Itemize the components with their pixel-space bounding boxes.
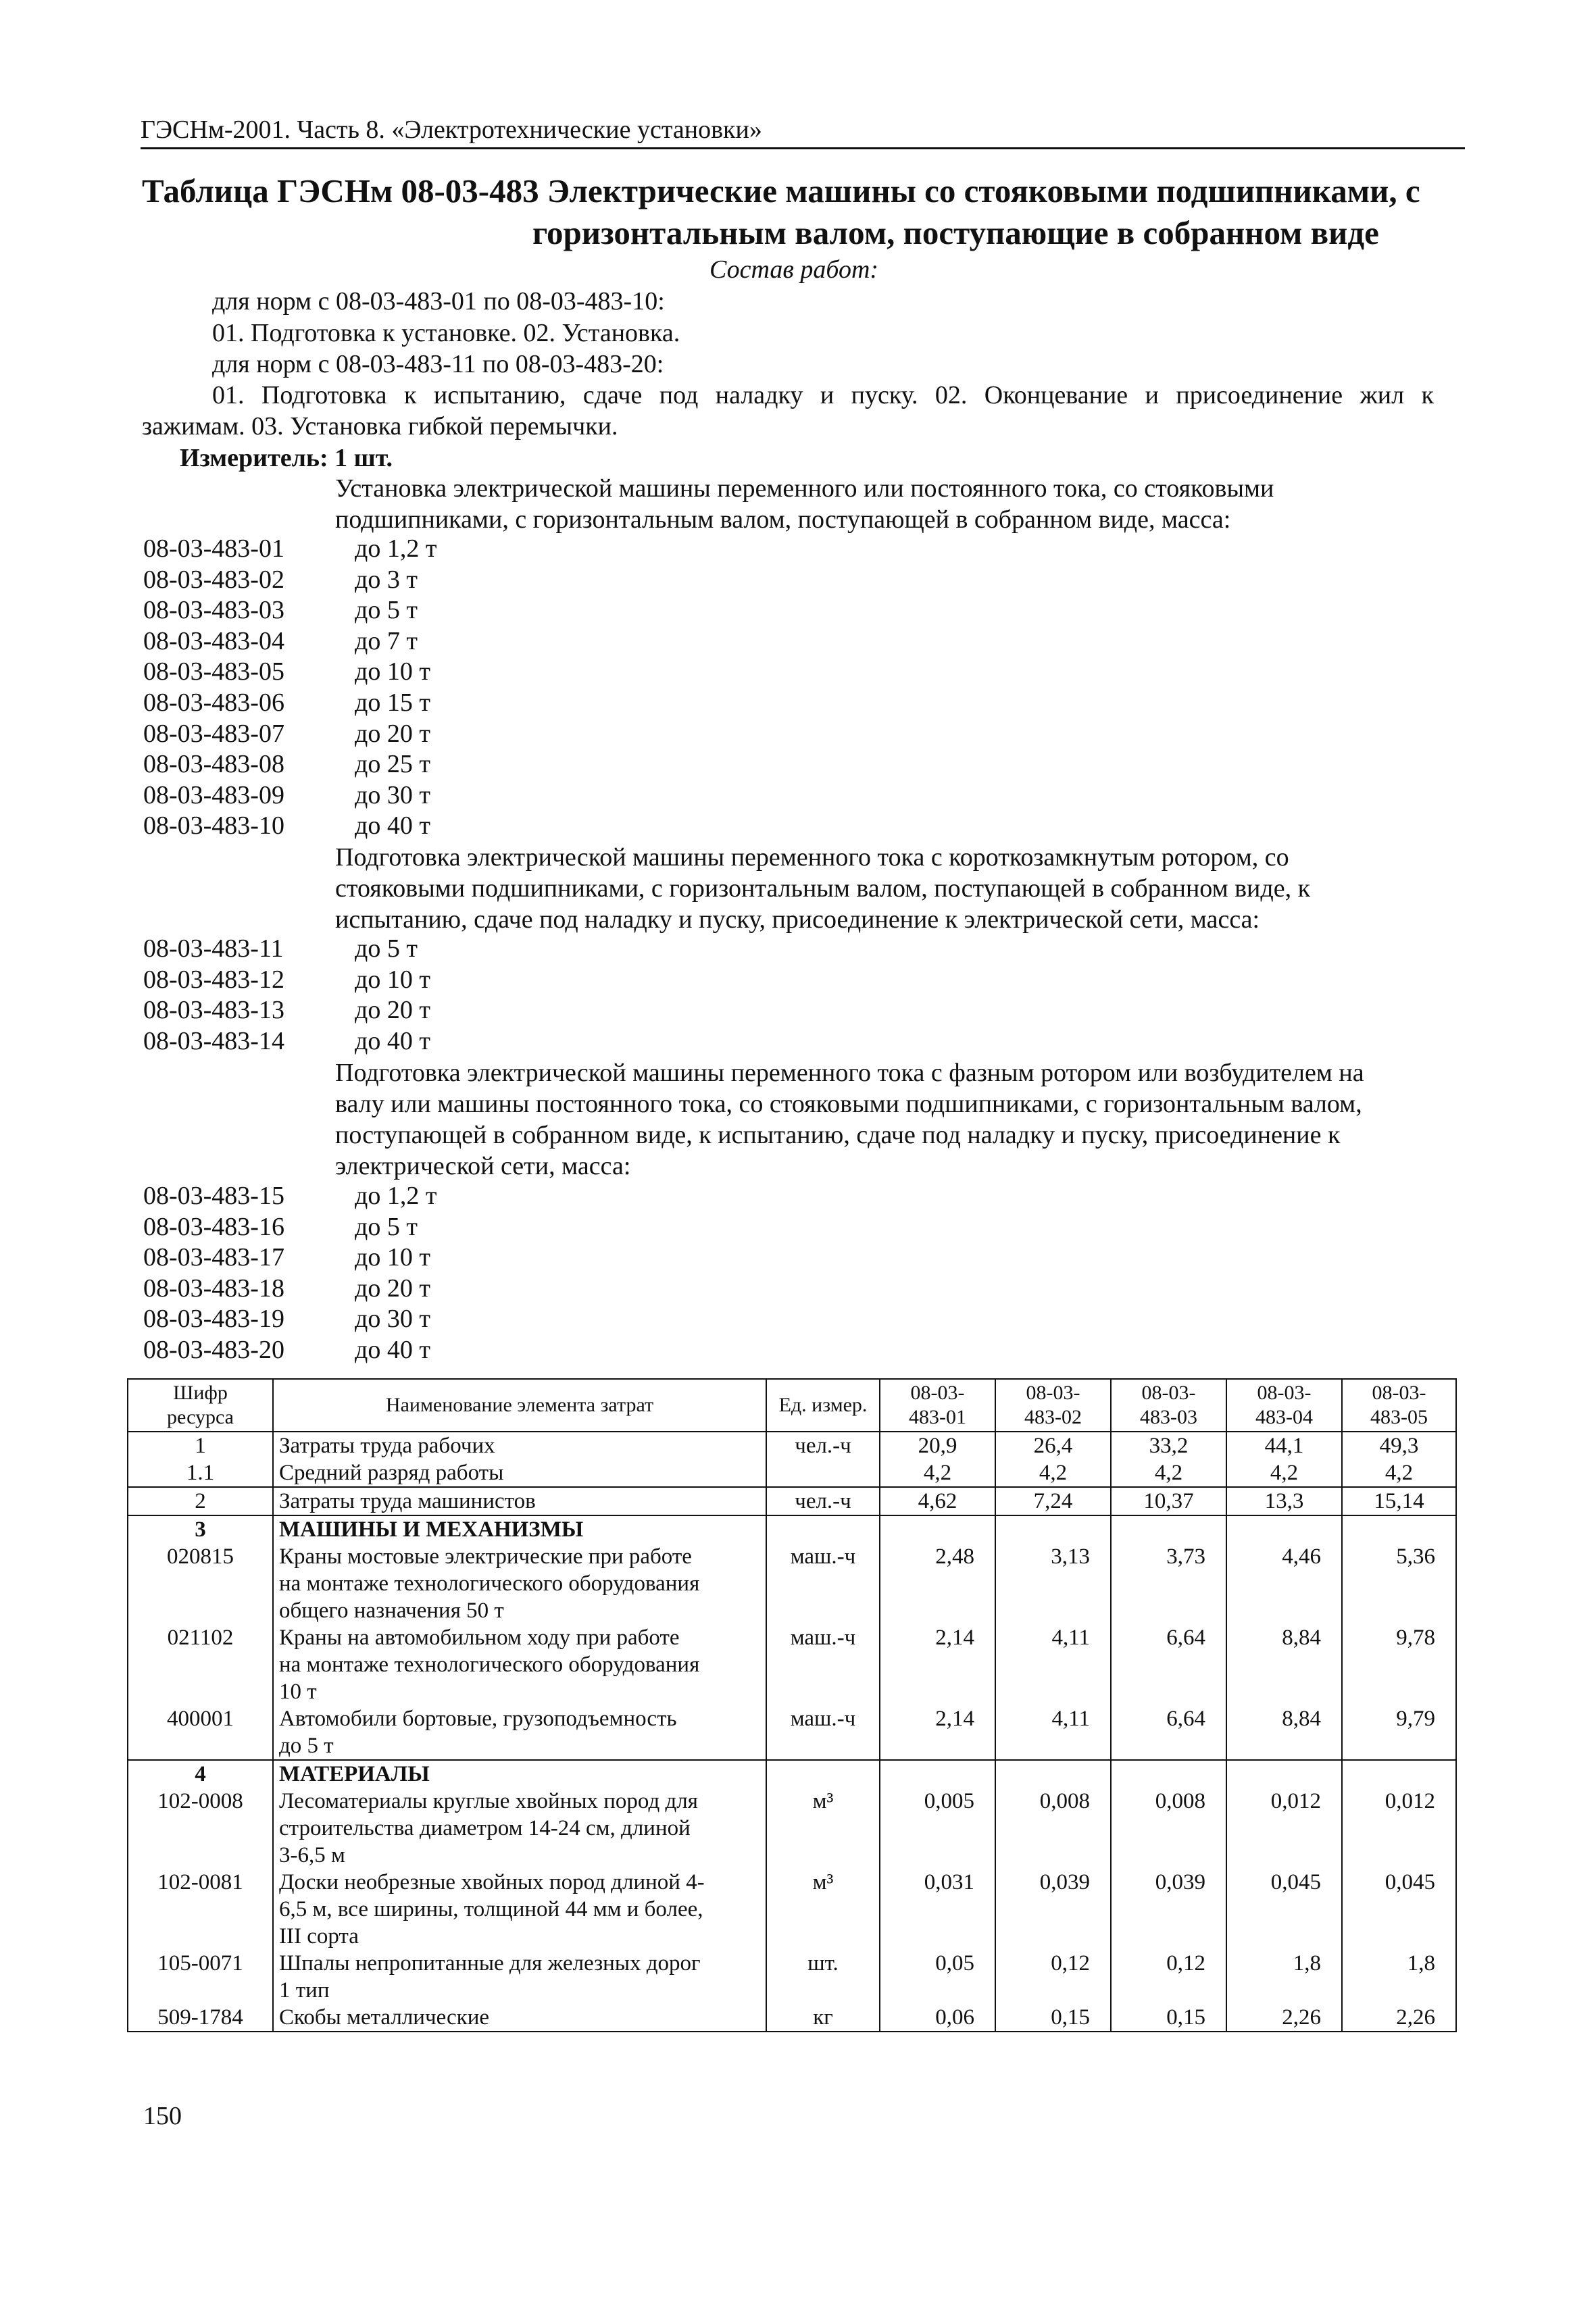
header-norm-col: 08-03- 483-05: [1342, 1379, 1456, 1432]
value-cell: 0,012: [1342, 1788, 1456, 1869]
desc-line: Установка электрической машины переменного или постоянного тока, со стояковыми: [335, 474, 1274, 503]
mass-value: до 20 т: [355, 1274, 430, 1303]
resource-table: [127, 1378, 1457, 2032]
element-name-line: МАТЕРИАЛЫ: [279, 1762, 430, 1786]
resource-code-cell: 2: [128, 1487, 273, 1515]
resource-code-cell: 102-0008: [128, 1788, 273, 1869]
norm-code: 08-03-483-16: [143, 1212, 284, 1241]
value-cell: [995, 1515, 1111, 1543]
element-name-line: Затраты труда машинистов: [279, 1489, 536, 1513]
value-cell: [1342, 1515, 1456, 1543]
norm-code: 08-03-483-01: [143, 534, 284, 563]
value-cell: 0,045: [1226, 1869, 1342, 1950]
value-cell: 5,36: [1342, 1543, 1456, 1624]
mass-value: до 40 т: [355, 1026, 430, 1055]
page-number: 150: [143, 2102, 182, 2130]
value-cell: 0,15: [1111, 2004, 1226, 2032]
element-name-cell: [273, 1515, 766, 1543]
value-cell: 6,64: [1111, 1624, 1226, 1705]
value-cell: 0,005: [880, 1788, 995, 1869]
unit-cell: чел.-ч: [766, 1432, 880, 1459]
norm-code-list: [143, 934, 284, 1057]
element-name-line: Затраты труда рабочих: [279, 1434, 495, 1458]
measure-unit: Измеритель: 1 шт.: [180, 444, 393, 472]
table-row: [128, 1487, 1456, 1515]
norm-code: 08-03-483-18: [143, 1274, 284, 1303]
element-name-line: Автомобили бортовые, грузоподъемность: [279, 1707, 677, 1731]
mass-value: до 10 т: [355, 1243, 430, 1272]
value-cell: 9,79: [1342, 1705, 1456, 1760]
element-name-line: до 5 т: [279, 1734, 334, 1758]
resource-code-cell: 1: [128, 1432, 273, 1459]
resource-code-cell: 3: [128, 1515, 273, 1543]
desc-line: Подготовка электрической машины переменного тока с короткозамкнутым ротором, со: [335, 843, 1289, 872]
value-cell: 4,2: [995, 1459, 1111, 1487]
mass-list: [355, 1181, 437, 1366]
norm-code: 08-03-483-15: [143, 1182, 284, 1210]
resource-code-cell: 1.1: [128, 1459, 273, 1487]
element-name-line: 3-6,5 м: [279, 1843, 345, 1867]
norm-code: 08-03-483-05: [143, 657, 284, 686]
value-cell: 44,1: [1226, 1432, 1342, 1459]
unit-cell: [766, 1515, 880, 1543]
mass-value: до 7 т: [355, 626, 418, 655]
mass-value: до 40 т: [355, 1335, 430, 1364]
work-line: 01. Подготовка к испытанию, сдаче под наладку и пуску. 02. Оконцевание и присоединение жил к: [212, 381, 1434, 409]
element-name-line: строительства диаметром 14-24 см, длиной: [279, 1816, 691, 1840]
element-name-line: Скобы металлические: [279, 2005, 490, 2030]
table-row: [128, 1624, 1456, 1705]
work-line: для норм с 08-03-483-11 по 08-03-483-20:: [212, 350, 664, 378]
value-cell: 0,045: [1342, 1869, 1456, 1950]
mass-value: до 20 т: [355, 996, 430, 1025]
norm-code-list: [143, 534, 284, 842]
unit-cell: маш.-ч: [766, 1705, 880, 1760]
value-cell: [880, 1760, 995, 1788]
value-cell: 7,24: [995, 1487, 1111, 1515]
mass-value: до 3 т: [355, 565, 418, 594]
mass-value: до 1,2 т: [355, 534, 437, 563]
value-cell: 0,15: [995, 2004, 1111, 2032]
norm-code: 08-03-483-13: [143, 996, 284, 1025]
unit-cell: шт.: [766, 1950, 880, 2004]
value-cell: 0,039: [995, 1869, 1111, 1950]
table-row: [128, 1432, 1456, 1459]
value-cell: 3,73: [1111, 1543, 1226, 1624]
norm-code: 08-03-483-09: [143, 780, 284, 809]
desc-line: Подготовка электрической машины переменного тока с фазным ротором или возбудителем на: [335, 1059, 1364, 1087]
norm-code: 08-03-483-14: [143, 1026, 284, 1055]
mass-value: до 5 т: [355, 934, 418, 963]
value-cell: 15,14: [1342, 1487, 1456, 1515]
mass-list: [355, 534, 437, 842]
value-cell: [1111, 1515, 1226, 1543]
element-name-line: Краны мостовые электрические при работе: [279, 1544, 692, 1569]
mass-value: до 1,2 т: [355, 1182, 437, 1210]
value-cell: [1111, 1760, 1226, 1788]
norm-code: 08-03-483-03: [143, 596, 284, 625]
desc-line: испытанию, сдаче под наладку и пуску, присоединение к электрической сети, масса:: [335, 905, 1260, 934]
element-name-line: Лесоматериалы круглые хвойных пород для: [279, 1789, 698, 1813]
element-name-cell: [273, 1705, 766, 1760]
unit-cell: чел.-ч: [766, 1487, 880, 1515]
value-cell: 13,3: [1226, 1487, 1342, 1515]
mass-value: до 5 т: [355, 596, 418, 625]
unit-cell: м³: [766, 1788, 880, 1869]
unit-cell: м³: [766, 1869, 880, 1950]
mass-value: до 20 т: [355, 719, 430, 748]
work-line: 01. Подготовка к установке. 02. Установка.: [212, 319, 680, 347]
norm-code: 08-03-483-02: [143, 565, 284, 594]
mass-value: до 40 т: [355, 811, 430, 840]
norm-code: 08-03-483-20: [143, 1335, 284, 1364]
desc-line: поступающей в собранном виде, к испытанию, сдаче под наладку и пуску, присоединение к: [335, 1121, 1341, 1149]
value-cell: 0,031: [880, 1869, 995, 1950]
element-name-line: 10 т: [279, 1680, 317, 1704]
value-cell: 0,06: [880, 2004, 995, 2032]
unit-cell: кг: [766, 2004, 880, 2032]
resource-code-cell: 509-1784: [128, 2004, 273, 2032]
value-cell: 4,11: [995, 1705, 1111, 1760]
work-line: зажимам. 03. Установка гибкой перемычки.: [142, 412, 618, 441]
value-cell: [1342, 1760, 1456, 1788]
norm-code-list: [143, 1181, 284, 1366]
element-name-cell: [273, 1487, 766, 1515]
element-name-line: на монтаже технологического оборудования: [279, 1653, 700, 1677]
norm-code: 08-03-483-08: [143, 750, 284, 779]
value-cell: 0,12: [1111, 1950, 1226, 2004]
section-description: [335, 473, 1274, 535]
value-cell: 26,4: [995, 1432, 1111, 1459]
page-header: ГЭСНм-2001. Часть 8. «Электротехнические установки»: [141, 115, 1465, 149]
value-cell: 4,62: [880, 1487, 995, 1515]
element-name-line: Краны на автомобильном ходу при работе: [279, 1626, 680, 1650]
work-line: для норм с 08-03-483-01 по 08-03-483-10:: [212, 287, 665, 316]
value-cell: [880, 1515, 995, 1543]
element-name-line: Средний разряд работы: [279, 1461, 504, 1485]
table-row: [128, 1515, 1456, 1543]
norm-code: 08-03-483-07: [143, 719, 284, 748]
value-cell: 0,039: [1111, 1869, 1226, 1950]
unit-cell: [766, 1760, 880, 1788]
desc-line: электрической сети, масса:: [335, 1152, 631, 1180]
element-name-cell: [273, 1543, 766, 1624]
table-body: [128, 1432, 1456, 2032]
element-name-cell: [273, 2004, 766, 2032]
mass-value: до 25 т: [355, 750, 430, 779]
norm-code: 08-03-483-10: [143, 811, 284, 840]
title-line-2: горизонтальным валом, поступающие в собранном виде: [532, 214, 1379, 251]
value-cell: 4,2: [1226, 1459, 1342, 1487]
element-name-cell: [273, 1788, 766, 1869]
element-name-line: общего назначения 50 т: [279, 1599, 504, 1623]
header-norm-col: 08-03- 483-04: [1226, 1379, 1342, 1432]
table-row: [128, 1760, 1456, 1788]
value-cell: 49,3: [1342, 1432, 1456, 1459]
header-norm-col: 08-03- 483-01: [880, 1379, 995, 1432]
value-cell: 0,008: [995, 1788, 1111, 1869]
element-name-cell: [273, 1459, 766, 1487]
value-cell: 9,78: [1342, 1624, 1456, 1705]
table-row: [128, 1869, 1456, 1950]
section-description: [335, 1057, 1364, 1182]
value-cell: 8,84: [1226, 1705, 1342, 1760]
element-name-line: 1 тип: [279, 1978, 330, 2003]
table-row: [128, 1950, 1456, 2004]
resource-code-cell: 400001: [128, 1705, 273, 1760]
value-cell: [1226, 1515, 1342, 1543]
value-cell: 4,46: [1226, 1543, 1342, 1624]
title-line-1: Таблица ГЭСНм 08-03-483 Электрические машины со стояковыми подшипниками, с: [142, 172, 1420, 209]
value-cell: 0,12: [995, 1950, 1111, 2004]
value-cell: 3,13: [995, 1543, 1111, 1624]
element-name-cell: [273, 1432, 766, 1459]
mass-value: до 30 т: [355, 1305, 430, 1334]
desc-line: подшипниками, с горизонтальным валом, поступающей в собранном виде, масса:: [335, 505, 1231, 534]
value-cell: 6,64: [1111, 1705, 1226, 1760]
element-name-line: МАШИНЫ И МЕХАНИЗМЫ: [279, 1517, 584, 1542]
value-cell: 4,2: [1111, 1459, 1226, 1487]
header-name: Наименование элемента затрат: [273, 1379, 766, 1432]
value-cell: 4,11: [995, 1624, 1111, 1705]
header-norm-col: 08-03- 483-03: [1111, 1379, 1226, 1432]
table-row: [128, 1788, 1456, 1869]
table-row: [128, 1543, 1456, 1624]
element-name-cell: [273, 1760, 766, 1788]
mass-value: до 10 т: [355, 965, 430, 994]
value-cell: [1226, 1760, 1342, 1788]
value-cell: 2,14: [880, 1624, 995, 1705]
element-name-cell: [273, 1624, 766, 1705]
value-cell: 20,9: [880, 1432, 995, 1459]
resource-code-cell: 021102: [128, 1624, 273, 1705]
table-header-row: [128, 1379, 1456, 1432]
mass-list: [355, 934, 430, 1057]
header-norm-col: 08-03- 483-02: [995, 1379, 1111, 1432]
table-row: [128, 1459, 1456, 1487]
value-cell: 1,8: [1226, 1950, 1342, 2004]
norm-code: 08-03-483-12: [143, 965, 284, 994]
value-cell: 2,14: [880, 1705, 995, 1760]
element-name-line: Доски необрезные хвойных пород длиной 4-: [279, 1870, 705, 1894]
norm-code: 08-03-483-04: [143, 626, 284, 655]
desc-line: валу или машины постоянного тока, со стояковыми подшипниками, с горизонтальным валом,: [335, 1090, 1362, 1118]
value-cell: 2,48: [880, 1543, 995, 1624]
value-cell: 4,2: [1342, 1459, 1456, 1487]
desc-line: стояковыми подшипниками, с горизонтальным валом, поступающей в собранном виде, к: [335, 874, 1311, 903]
table-title: [142, 170, 1426, 254]
value-cell: 2,26: [1342, 2004, 1456, 2032]
value-cell: 8,84: [1226, 1624, 1342, 1705]
table-row: [128, 2004, 1456, 2032]
norm-code: 08-03-483-06: [143, 688, 284, 717]
work-composition-subtitle: Состав работ:: [709, 255, 879, 284]
mass-value: до 15 т: [355, 688, 430, 717]
value-cell: 10,37: [1111, 1487, 1226, 1515]
value-cell: 0,012: [1226, 1788, 1342, 1869]
value-cell: 0,008: [1111, 1788, 1226, 1869]
resource-code-cell: 105-0071: [128, 1950, 273, 2004]
element-name-cell: [273, 1869, 766, 1950]
value-cell: 2,26: [1226, 2004, 1342, 2032]
element-name-line: на монтаже технологического оборудования: [279, 1571, 700, 1596]
header-code: Шифр ресурса: [128, 1379, 273, 1432]
unit-cell: маш.-ч: [766, 1624, 880, 1705]
unit-cell: [766, 1459, 880, 1487]
element-name-line: 6,5 м, все ширины, толщиной 44 мм и более,: [279, 1897, 703, 1921]
value-cell: 1,8: [1342, 1950, 1456, 2004]
element-name-line: Шпалы непропитанные для железных дорог: [279, 1951, 701, 1976]
mass-value: до 10 т: [355, 657, 430, 686]
norm-code: 08-03-483-11: [143, 934, 284, 963]
table-row: [128, 1705, 1456, 1760]
norm-code: 08-03-483-17: [143, 1243, 284, 1272]
value-cell: 4,2: [880, 1459, 995, 1487]
value-cell: [995, 1760, 1111, 1788]
mass-value: до 30 т: [355, 780, 430, 809]
mass-value: до 5 т: [355, 1212, 418, 1241]
element-name-line: III сорта: [279, 1924, 359, 1948]
resource-code-cell: 4: [128, 1760, 273, 1788]
section-description: [335, 842, 1310, 935]
norm-code: 08-03-483-19: [143, 1305, 284, 1334]
unit-cell: маш.-ч: [766, 1543, 880, 1624]
value-cell: 0,05: [880, 1950, 995, 2004]
resource-code-cell: 102-0081: [128, 1869, 273, 1950]
value-cell: 33,2: [1111, 1432, 1226, 1459]
resource-code-cell: 020815: [128, 1543, 273, 1624]
element-name-cell: [273, 1950, 766, 2004]
header-unit: Ед. измер.: [766, 1379, 880, 1432]
